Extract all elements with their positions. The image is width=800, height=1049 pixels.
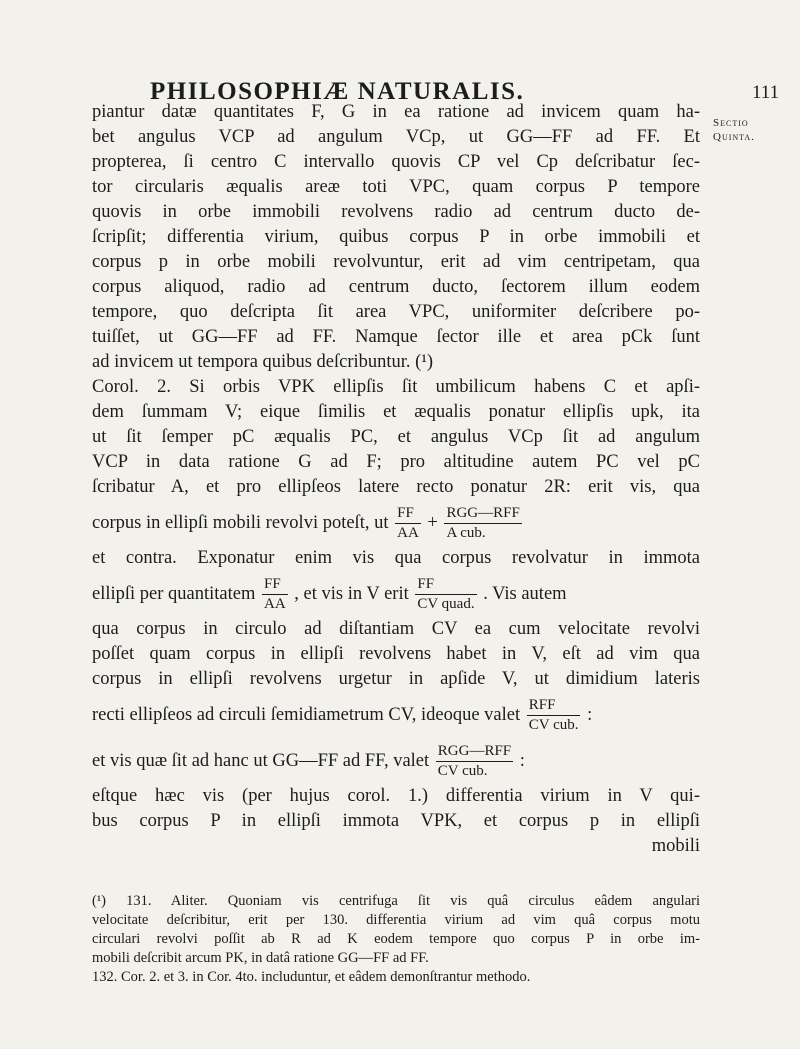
fraction (415, 577, 476, 612)
text-line-formula (92, 571, 700, 617)
margin-note-line: Sectio (713, 117, 749, 129)
text-fragment: . Vis autem (483, 584, 567, 604)
text-line: Corol. 2. Si orbis VPK ellipſis ſit umbilicum habens C et apſi- (92, 377, 700, 397)
fraction-numerator: RGG—RFF (444, 506, 521, 524)
text-fragment: ellipſi per quantitatem (92, 584, 256, 604)
text-line: piantur datæ quantitates F, G in ea ratione ad invicem quam ha- (92, 102, 700, 122)
fraction-denominator: AA (397, 525, 419, 542)
text-line: tempore, quo deſcripta ſit area VPC, uniformiter deſcribere po- (92, 302, 700, 322)
text-line: ſcribatur A, et pro ellipſeos latere recto ponatur 2R: erit vis, qua (92, 477, 700, 497)
margin-note (713, 116, 793, 144)
fraction (395, 506, 421, 541)
text-line: corpus p in orbe mobili revolvuntur, erit ad vim centripetam, qua (92, 252, 700, 272)
running-head: PHILOSOPHIÆ NATURALIS. (150, 78, 525, 105)
fraction-denominator: CV cub. (528, 717, 579, 734)
footnote-line: mobili deſcribit arcum PK, in datâ ratione GG—FF ad FF. (92, 950, 429, 966)
text-line-formula (92, 738, 700, 784)
text-line: dem ſummam V; eique ſimilis et æqualis ponatur ellipſis upk, ita (92, 402, 700, 422)
text-line: tuiſſet, ut GG—FF ad FF. Namque ſector ille et area pCk ſunt (92, 327, 700, 347)
fraction (444, 506, 521, 541)
footnote-line: (¹) 131. Aliter. Quoniam vis centrifuga ſit vis quâ circulus eâdem angulari (92, 893, 700, 909)
fraction (262, 577, 288, 612)
text-line: qua corpus in circulo ad diſtantiam CV ea cum velocitate revolvi (92, 619, 700, 639)
fraction-numerator: RFF (527, 698, 581, 716)
text-line: ſcripſit; differentia virium, quibus corpus P in orbe immobili et (92, 227, 700, 247)
text-line-formula (92, 692, 700, 738)
margin-note-line: Quinta. (713, 131, 755, 143)
text-line: ut ſit ſemper pC æqualis PC, et angulus VCp ſit ad angulum (92, 427, 700, 447)
footnote-line: circulari revolvi poſſit ab R ad K eodem tempore quo corpus P in orbe im- (92, 931, 700, 947)
text-fragment: et vis quæ ſit ad hanc ut GG—FF ad FF, valet (92, 751, 430, 771)
text-line: bus corpus P in ellipſi immota VPK, et corpus p in ellipſi (92, 811, 700, 831)
text-line: corpus in ellipſi revolvens urgetur in apſide V, ut dimidium lateris (92, 669, 700, 689)
text-fragment: : (587, 705, 593, 725)
text-line: propterea, ſi centro C intervallo quovis CP vel Cp deſcribatur ſec- (92, 152, 700, 172)
text-fragment: recti ellipſeos ad circuli ſemidiametrum CV, ideoque valet (92, 705, 521, 725)
main-text (92, 100, 700, 859)
footnotes (92, 892, 700, 987)
text-fragment: corpus in ellipſi mobili revolvi poteſt, ut (92, 513, 389, 533)
text-line-formula (92, 500, 700, 546)
text-line: tor circularis æqualis areæ toti VPC, quam corpus P tempore (92, 177, 700, 197)
text-line: bet angulus VCP ad angulum VCp, ut GG—FF ad FF. Et (92, 127, 700, 147)
fraction-numerator: FF (262, 577, 288, 595)
text-line: quovis in orbe immobili revolvens radio ad centrum ducto de- (92, 202, 700, 222)
text-fragment: : (519, 751, 525, 771)
footnote-line: velocitate deſcribitur, erit per 130. differentia virium ad vim quâ corpus motu (92, 912, 700, 928)
plus-sign: + (427, 513, 438, 533)
footnote-line: 132. Cor. 2. et 3. in Cor. 4to. includuntur, et eâdem demonſtrantur methodo. (92, 969, 531, 985)
page-number: 111 (752, 82, 780, 103)
fraction-denominator: AA (264, 596, 286, 613)
fraction-denominator: CV cub. (437, 763, 488, 780)
fraction-numerator: FF (415, 577, 476, 595)
text-line: et contra. Exponatur enim vis qua corpus revolvatur in immota (92, 548, 700, 568)
fraction (527, 698, 581, 733)
text-line: corpus aliquod, radio ad centrum ducto, ſectorem illum eodem (92, 277, 700, 297)
fraction-denominator: A cub. (446, 525, 486, 542)
text-line: mobili (651, 836, 700, 856)
text-fragment: , et vis in V erit (294, 584, 409, 604)
text-line: eſtque hæc vis (per hujus corol. 1.) differentia virium in V qui- (92, 786, 700, 806)
text-line: poſſet quam corpus in ellipſi revolvens habet in V, eſt ad vim qua (92, 644, 700, 664)
fraction-numerator: FF (395, 506, 421, 524)
fraction-denominator: CV quad. (417, 596, 475, 613)
fraction (436, 744, 513, 779)
text-line: VCP in data ratione G ad F; pro altitudine autem PC vel pC (92, 452, 700, 472)
text-line: ad invicem ut tempora quibus deſcribuntur. (¹) (92, 352, 434, 372)
fraction-numerator: RGG—RFF (436, 744, 513, 762)
